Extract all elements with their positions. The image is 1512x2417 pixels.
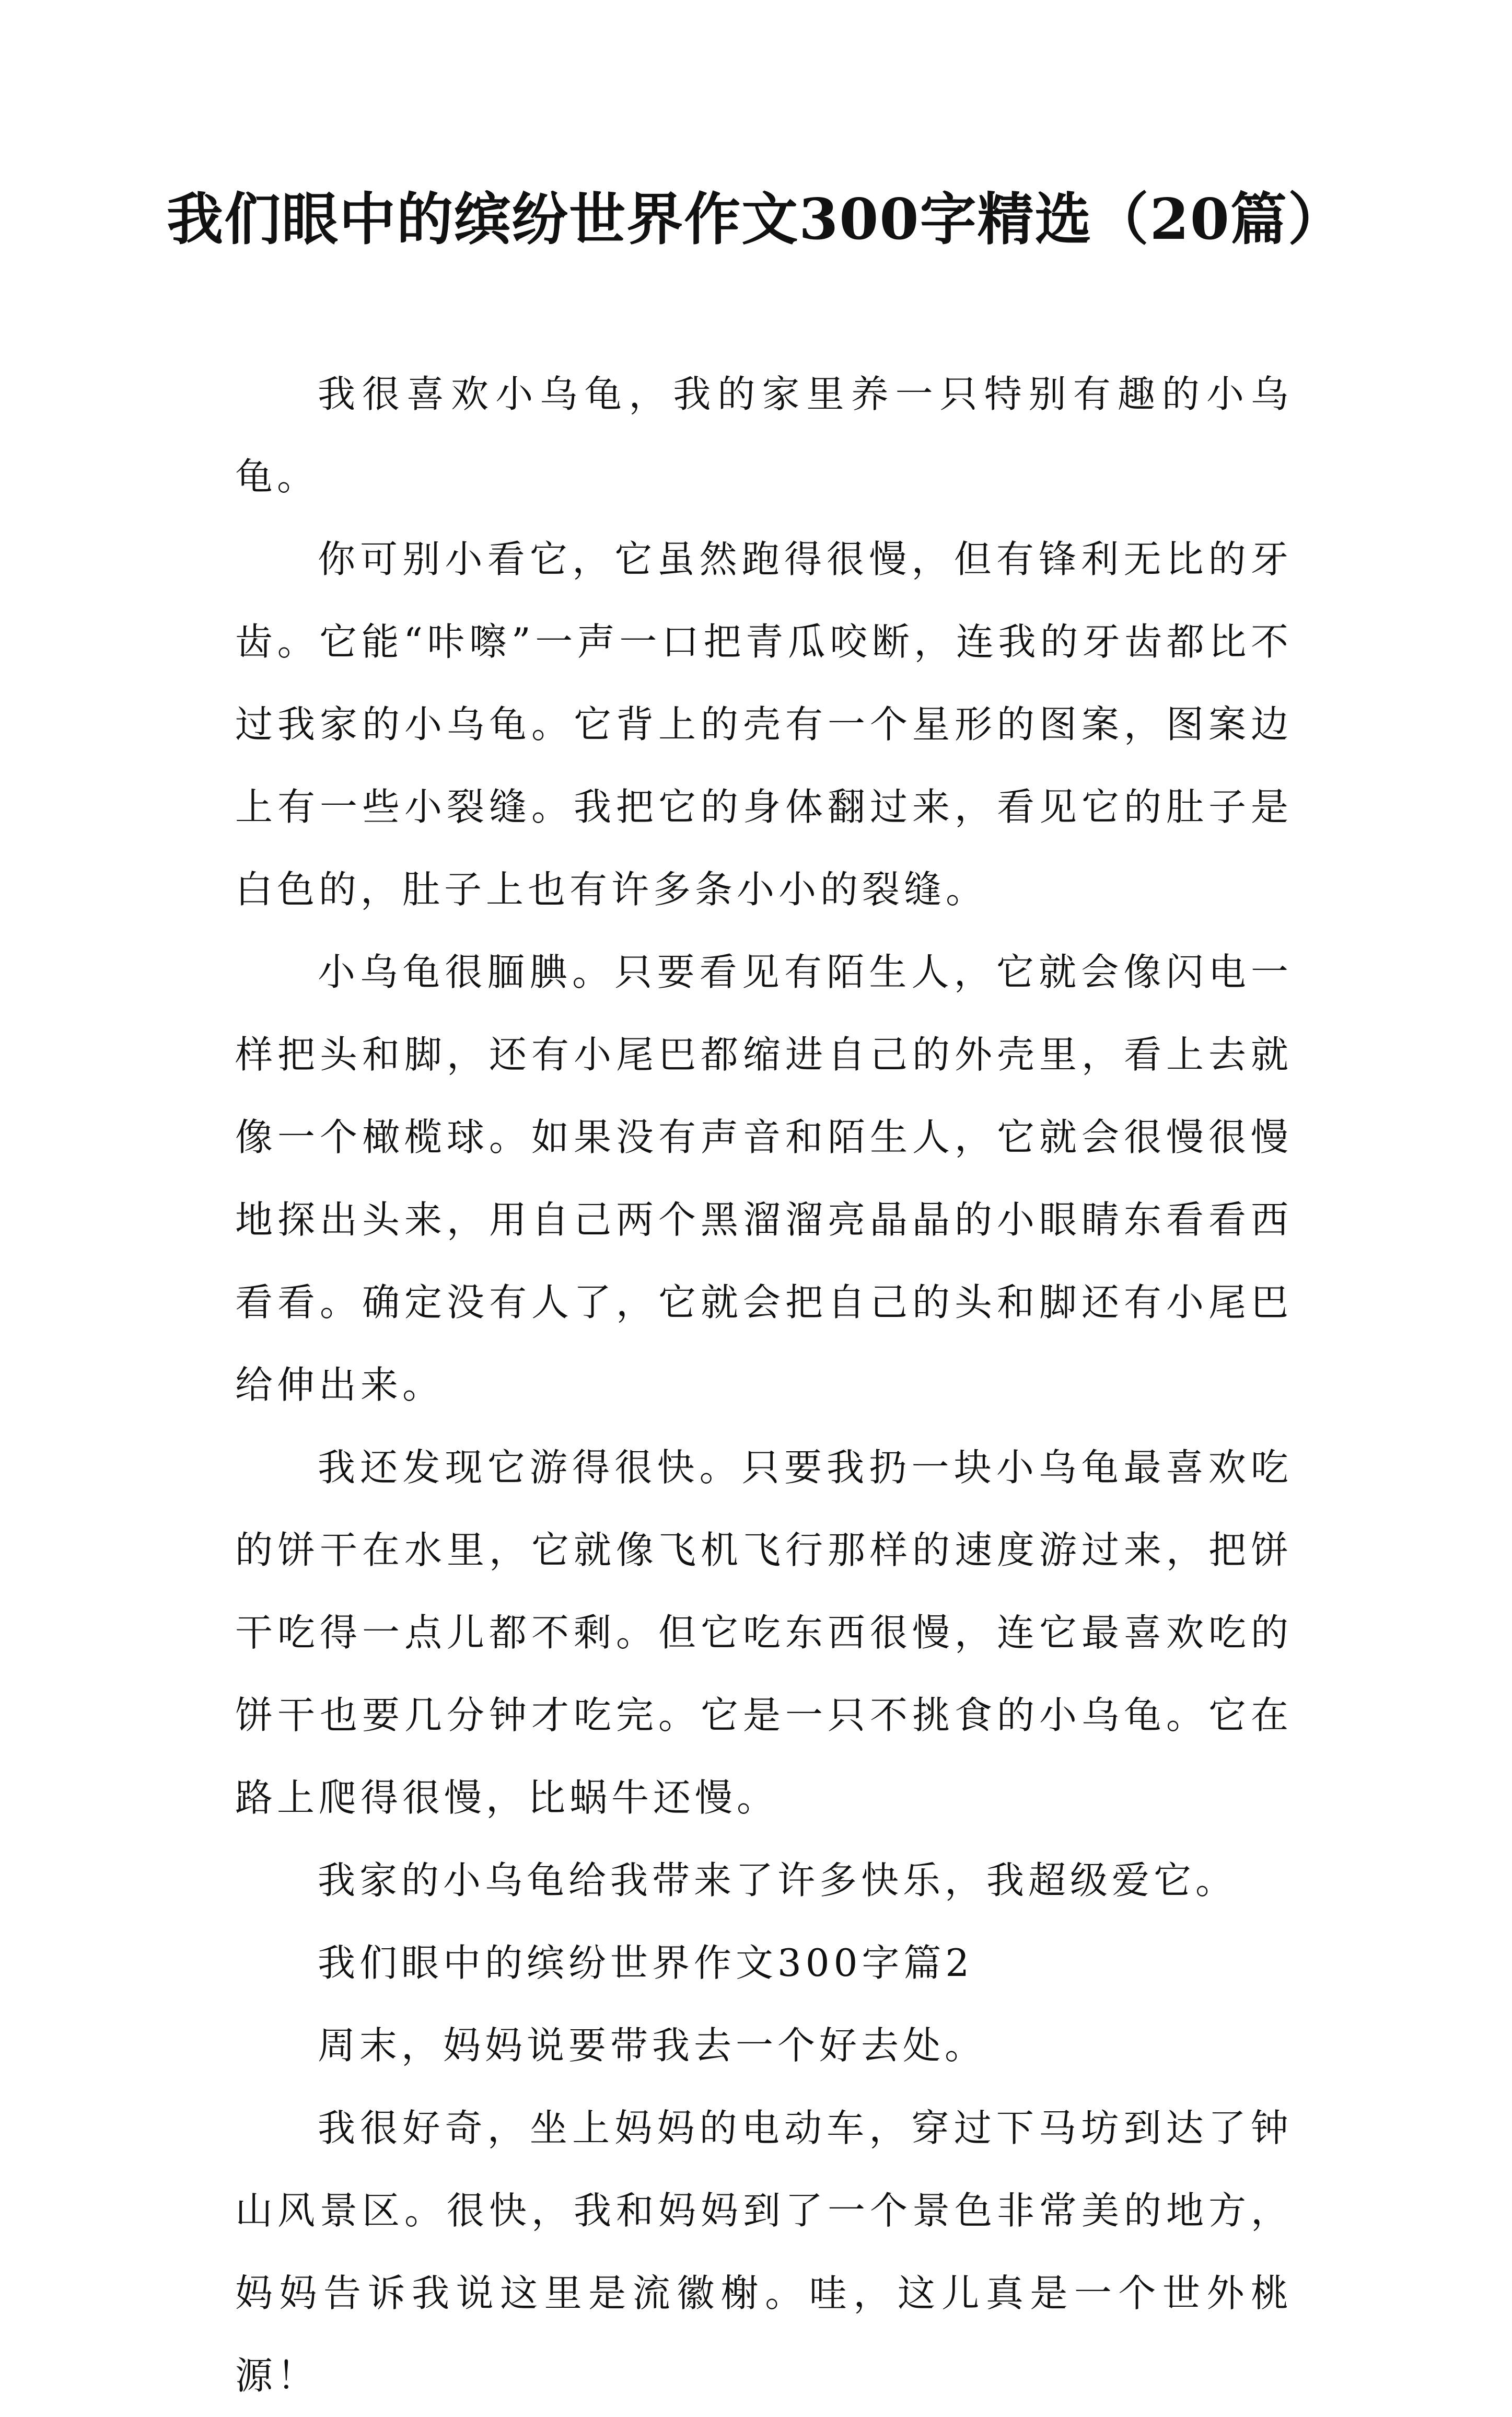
document-body [235,353,1293,2417]
paragraph: 我还发现它游得很快。只要我扔一块小乌龟最喜欢吃的饼干在水里，它就像飞机飞行那样的速度游过来，把饼干吃得一点儿都不剩。但它吃东西很慢，连它最喜欢吃的饼干也要几分钟才吃完。它是一只不挑食的小乌龟。它在路上爬得很慢，比蜗牛还慢。 [235,1445,1293,1820]
section-heading: 我们眼中的缤纷世界作文300字篇2 [318,1941,974,1985]
paragraph: 我很喜欢小乌龟，我的家里养一只特别有趣的小乌龟。 [235,372,1293,499]
paragraph: 你可别小看它，它虽然跑得很慢，但有锋利无比的牙齿。它能“咔嚓”一声一口把青瓜咬断，连我的牙齿都比不过我家的小乌龟。它背上的壳有一个星形的图案，图案边上有一些小裂缝。我把它的身体翻过来，看见它的肚子是白色的，肚子上也有许多条小小的裂缝。 [235,537,1293,911]
document-title: 我们眼中的缤纷世界作文300字精选（20篇） [167,187,1345,252]
paragraph: 我很好奇，坐上妈妈的电动车，穿过下马坊到达了钟山风景区。很快，我和妈妈到了一个景色非常美的地方，妈妈告诉我说这里是流徽榭。哇，这儿真是一个世外桃源！ [235,2106,1293,2398]
paragraph: 小乌龟很腼腆。只要看见有陌生人，它就会像闪电一样把头和脚，还有小尾巴都缩进自己的外壳里，看上去就像一个橄榄球。如果没有声音和陌生人，它就会很慢很慢地探出头来，用自己两个黑溜溜亮晶晶的小眼睛东看看西看看。确定没有人了，它就会把自己的头和脚还有小尾巴给伸出来。 [235,950,1293,1407]
paragraph: 周末，妈妈说要带我去一个好去处。 [318,2023,987,2067]
paragraph: 我家的小乌龟给我带来了许多快乐，我超级爱它。 [318,1858,1238,1902]
